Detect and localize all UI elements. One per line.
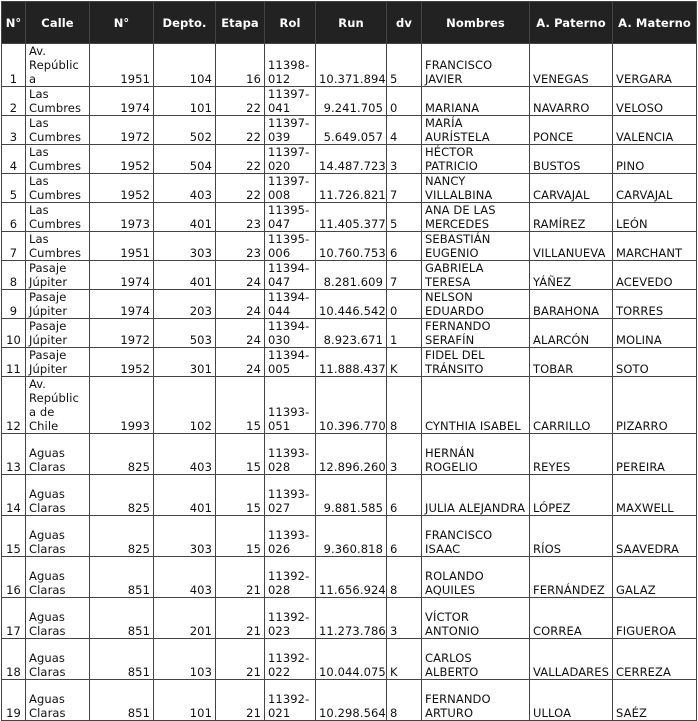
cell-amaterno: VERGARA: [613, 44, 697, 87]
cell-amaterno: VELOSO: [613, 87, 697, 116]
cell-nombres: NANCY VILLALBINA: [422, 174, 530, 203]
cell-n: 16: [2, 557, 26, 598]
cell-n: 12: [2, 377, 26, 434]
cell-calle: Aguas Claras: [26, 557, 90, 598]
cell-apaterno: BUSTOS: [530, 145, 613, 174]
cell-n: 17: [2, 598, 26, 639]
cell-run: 9.360.818: [316, 516, 387, 557]
table-row: [2, 145, 697, 174]
cell-n: 1: [2, 44, 26, 87]
cell-dv: 7: [387, 174, 422, 203]
cell-depto: 403: [154, 174, 216, 203]
cell-calle: Aguas Claras: [26, 598, 90, 639]
cell-apaterno: PONCE: [530, 116, 613, 145]
cell-amaterno: SOTO: [613, 348, 697, 377]
cell-depto: 502: [154, 116, 216, 145]
cell-rol: 11392-022: [265, 639, 316, 680]
cell-etapa: 24: [216, 319, 265, 348]
cell-numero: 1972: [90, 319, 154, 348]
cell-n: 18: [2, 639, 26, 680]
cell-etapa: 21: [216, 639, 265, 680]
cell-n: 4: [2, 145, 26, 174]
cell-numero: 1973: [90, 203, 154, 232]
cell-dv: 3: [387, 434, 422, 475]
col-header-run: Run: [316, 2, 387, 44]
cell-nombres: HÉCTOR PATRICIO: [422, 145, 530, 174]
cell-amaterno: PINO: [613, 145, 697, 174]
cell-apaterno: VALLADARES: [530, 639, 613, 680]
cell-depto: 403: [154, 434, 216, 475]
cell-numero: 825: [90, 434, 154, 475]
header-row: [2, 2, 697, 44]
cell-apaterno: YÁÑEZ: [530, 261, 613, 290]
cell-amaterno: TORRES: [613, 290, 697, 319]
cell-numero: 1974: [90, 261, 154, 290]
cell-depto: 504: [154, 145, 216, 174]
cell-n: 15: [2, 516, 26, 557]
cell-apaterno: RÍOS: [530, 516, 613, 557]
cell-apaterno: BARAHONA: [530, 290, 613, 319]
cell-calle: Las Cumbres: [26, 145, 90, 174]
cell-dv: 7: [387, 261, 422, 290]
table-row: [2, 377, 697, 434]
cell-depto: 201: [154, 598, 216, 639]
cell-calle: Av. República de Chile: [26, 377, 90, 434]
cell-n: 7: [2, 232, 26, 261]
table-row: [2, 319, 697, 348]
cell-apaterno: REYES: [530, 434, 613, 475]
cell-numero: 851: [90, 557, 154, 598]
cell-dv: 4: [387, 116, 422, 145]
cell-amaterno: PIZARRO: [613, 377, 697, 434]
cell-depto: 103: [154, 639, 216, 680]
cell-depto: 104: [154, 44, 216, 87]
table-row: [2, 290, 697, 319]
cell-etapa: 21: [216, 680, 265, 721]
cell-dv: K: [387, 348, 422, 377]
cell-rol: 11393-027: [265, 475, 316, 516]
cell-dv: 8: [387, 557, 422, 598]
cell-run: 10.396.770: [316, 377, 387, 434]
col-header-calle: Calle: [26, 2, 90, 44]
cell-etapa: 22: [216, 116, 265, 145]
cell-depto: 403: [154, 557, 216, 598]
cell-apaterno: LÓPEZ: [530, 475, 613, 516]
cell-run: 11.888.437: [316, 348, 387, 377]
cell-etapa: 15: [216, 434, 265, 475]
cell-dv: 5: [387, 203, 422, 232]
cell-dv: 0: [387, 290, 422, 319]
cell-apaterno: CARVAJAL: [530, 174, 613, 203]
cell-calle: Pasaje Júpiter: [26, 261, 90, 290]
cell-rol: 11395-006: [265, 232, 316, 261]
cell-nombres: CYNTHIA ISABEL: [422, 377, 530, 434]
cell-dv: 6: [387, 516, 422, 557]
col-header-dv: dv: [387, 2, 422, 44]
table-row: [2, 598, 697, 639]
cell-rol: 11394-047: [265, 261, 316, 290]
cell-depto: 401: [154, 475, 216, 516]
table-row: [2, 557, 697, 598]
cell-n: 10: [2, 319, 26, 348]
cell-dv: 3: [387, 598, 422, 639]
cell-amaterno: VALENCIA: [613, 116, 697, 145]
cell-calle: Las Cumbres: [26, 232, 90, 261]
cell-numero: 1974: [90, 290, 154, 319]
cell-run: 10.446.542: [316, 290, 387, 319]
col-header-nombres: Nombres: [422, 2, 530, 44]
cell-numero: 851: [90, 639, 154, 680]
cell-run: 12.896.260: [316, 434, 387, 475]
cell-amaterno: MARCHANT: [613, 232, 697, 261]
cell-numero: 1952: [90, 145, 154, 174]
cell-dv: K: [387, 639, 422, 680]
cell-numero: 1952: [90, 348, 154, 377]
cell-depto: 303: [154, 232, 216, 261]
col-header-rol: Rol: [265, 2, 316, 44]
cell-nombres: FERNANDO SERAFÍN: [422, 319, 530, 348]
cell-n: 2: [2, 87, 26, 116]
cell-nombres: GABRIELA TERESA: [422, 261, 530, 290]
cell-nombres: CARLOS ALBERTO: [422, 639, 530, 680]
cell-n: 14: [2, 475, 26, 516]
cell-amaterno: MAXWELL: [613, 475, 697, 516]
table-row: [2, 434, 697, 475]
cell-nombres: ROLANDO AQUILES: [422, 557, 530, 598]
cell-etapa: 15: [216, 377, 265, 434]
cell-nombres: VÍCTOR ANTONIO: [422, 598, 530, 639]
cell-nombres: SEBASTIÁN EUGENIO: [422, 232, 530, 261]
cell-run: 14.487.723: [316, 145, 387, 174]
cell-etapa: 22: [216, 87, 265, 116]
cell-etapa: 24: [216, 348, 265, 377]
cell-run: 5.649.057: [316, 116, 387, 145]
cell-numero: 1951: [90, 44, 154, 87]
col-header-apaterno: A. Paterno: [530, 2, 613, 44]
cell-apaterno: FERNÁNDEZ: [530, 557, 613, 598]
cell-etapa: 16: [216, 44, 265, 87]
cell-etapa: 23: [216, 232, 265, 261]
cell-run: 10.298.564: [316, 680, 387, 721]
cell-run: 9.881.585: [316, 475, 387, 516]
cell-apaterno: NAVARRO: [530, 87, 613, 116]
cell-etapa: 21: [216, 557, 265, 598]
cell-run: 10.760.753: [316, 232, 387, 261]
table-row: [2, 174, 697, 203]
cell-calle: Aguas Claras: [26, 434, 90, 475]
cell-etapa: 24: [216, 261, 265, 290]
table-body: [2, 44, 697, 721]
registry-table: [1, 1, 697, 721]
cell-apaterno: CORREA: [530, 598, 613, 639]
cell-depto: 203: [154, 290, 216, 319]
cell-etapa: 15: [216, 516, 265, 557]
cell-n: 3: [2, 116, 26, 145]
cell-dv: 6: [387, 475, 422, 516]
cell-nombres: HERNÁN ROGELIO: [422, 434, 530, 475]
cell-calle: Las Cumbres: [26, 116, 90, 145]
cell-amaterno: CARVAJAL: [613, 174, 697, 203]
cell-apaterno: ULLOA: [530, 680, 613, 721]
cell-n: 6: [2, 203, 26, 232]
cell-numero: 1972: [90, 116, 154, 145]
cell-run: 9.241.705: [316, 87, 387, 116]
cell-apaterno: TOBAR: [530, 348, 613, 377]
cell-depto: 101: [154, 87, 216, 116]
cell-calle: Pasaje Júpiter: [26, 348, 90, 377]
cell-rol: 11395-047: [265, 203, 316, 232]
cell-run: 8.281.609: [316, 261, 387, 290]
cell-etapa: 15: [216, 475, 265, 516]
cell-etapa: 23: [216, 203, 265, 232]
cell-apaterno: CARRILLO: [530, 377, 613, 434]
cell-amaterno: FIGUEROA: [613, 598, 697, 639]
cell-amaterno: GALAZ: [613, 557, 697, 598]
cell-run: 11.656.924: [316, 557, 387, 598]
cell-numero: 851: [90, 598, 154, 639]
cell-calle: Pasaje Júpiter: [26, 290, 90, 319]
cell-rol: 11394-044: [265, 290, 316, 319]
cell-nombres: FIDEL DEL TRÁNSITO: [422, 348, 530, 377]
cell-rol: 11393-028: [265, 434, 316, 475]
cell-calle: Av. República: [26, 44, 90, 87]
cell-calle: Aguas Claras: [26, 475, 90, 516]
cell-rol: 11394-005: [265, 348, 316, 377]
col-header-n: N°: [2, 2, 26, 44]
cell-n: 5: [2, 174, 26, 203]
table-row: [2, 348, 697, 377]
cell-n: 9: [2, 290, 26, 319]
cell-rol: 11393-051: [265, 377, 316, 434]
cell-calle: Las Cumbres: [26, 87, 90, 116]
cell-run: 8.923.671: [316, 319, 387, 348]
cell-rol: 11393-026: [265, 516, 316, 557]
cell-calle: Pasaje Júpiter: [26, 319, 90, 348]
cell-nombres: FRANCISCO JAVIER: [422, 44, 530, 87]
cell-depto: 101: [154, 680, 216, 721]
table-row: [2, 516, 697, 557]
table-row: [2, 680, 697, 721]
cell-rol: 11394-030: [265, 319, 316, 348]
cell-nombres: FERNANDO ARTURO: [422, 680, 530, 721]
cell-rol: 11397-008: [265, 174, 316, 203]
cell-rol: 11397-041: [265, 87, 316, 116]
cell-numero: 825: [90, 516, 154, 557]
cell-numero: 1974: [90, 87, 154, 116]
cell-calle: Aguas Claras: [26, 516, 90, 557]
table-row: [2, 261, 697, 290]
cell-depto: 301: [154, 348, 216, 377]
cell-run: 11.726.821: [316, 174, 387, 203]
cell-rol: 11392-028: [265, 557, 316, 598]
table-row: [2, 87, 697, 116]
cell-calle: Aguas Claras: [26, 680, 90, 721]
cell-rol: 11392-021: [265, 680, 316, 721]
cell-n: 8: [2, 261, 26, 290]
cell-calle: Las Cumbres: [26, 203, 90, 232]
cell-numero: 851: [90, 680, 154, 721]
cell-dv: 8: [387, 377, 422, 434]
cell-n: 11: [2, 348, 26, 377]
cell-dv: 1: [387, 319, 422, 348]
cell-rol: 11398-012: [265, 44, 316, 87]
cell-nombres: FRANCISCO ISAAC: [422, 516, 530, 557]
cell-run: 11.273.786: [316, 598, 387, 639]
cell-n: 19: [2, 680, 26, 721]
cell-amaterno: PEREIRA: [613, 434, 697, 475]
cell-rol: 11392-023: [265, 598, 316, 639]
cell-nombres: NELSON EDUARDO: [422, 290, 530, 319]
cell-nombres: MARÍA AURÍSTELA: [422, 116, 530, 145]
cell-etapa: 22: [216, 145, 265, 174]
cell-numero: 1993: [90, 377, 154, 434]
cell-run: 10.371.894: [316, 44, 387, 87]
table-row: [2, 203, 697, 232]
cell-amaterno: MOLINA: [613, 319, 697, 348]
col-header-etapa: Etapa: [216, 2, 265, 44]
table-row: [2, 116, 697, 145]
cell-nombres: JULIA ALEJANDRA: [422, 475, 530, 516]
cell-dv: 0: [387, 87, 422, 116]
cell-numero: 1952: [90, 174, 154, 203]
col-header-depto: Depto.: [154, 2, 216, 44]
cell-nombres: ANA DE LAS MERCEDES: [422, 203, 530, 232]
cell-dv: 6: [387, 232, 422, 261]
cell-etapa: 21: [216, 598, 265, 639]
cell-numero: 1951: [90, 232, 154, 261]
cell-rol: 11397-039: [265, 116, 316, 145]
cell-numero: 825: [90, 475, 154, 516]
cell-amaterno: SAAVEDRA: [613, 516, 697, 557]
table-row: [2, 639, 697, 680]
cell-rol: 11397-020: [265, 145, 316, 174]
cell-depto: 401: [154, 261, 216, 290]
cell-dv: 3: [387, 145, 422, 174]
table-row: [2, 232, 697, 261]
cell-apaterno: VENEGAS: [530, 44, 613, 87]
cell-n: 13: [2, 434, 26, 475]
cell-run: 10.044.075: [316, 639, 387, 680]
cell-dv: 5: [387, 44, 422, 87]
col-header-numero: N°: [90, 2, 154, 44]
cell-depto: 102: [154, 377, 216, 434]
cell-amaterno: ACEVEDO: [613, 261, 697, 290]
table-row: [2, 44, 697, 87]
cell-calle: Aguas Claras: [26, 639, 90, 680]
cell-apaterno: RAMÍREZ: [530, 203, 613, 232]
cell-dv: 8: [387, 680, 422, 721]
cell-amaterno: CERREZA: [613, 639, 697, 680]
cell-etapa: 22: [216, 174, 265, 203]
cell-depto: 401: [154, 203, 216, 232]
cell-run: 11.405.377: [316, 203, 387, 232]
cell-apaterno: ALARCÓN: [530, 319, 613, 348]
cell-etapa: 24: [216, 290, 265, 319]
cell-calle: Las Cumbres: [26, 174, 90, 203]
cell-amaterno: SAÉZ: [613, 680, 697, 721]
cell-apaterno: VILLANUEVA: [530, 232, 613, 261]
table-row: [2, 475, 697, 516]
col-header-amaterno: A. Materno: [613, 2, 697, 44]
cell-nombres: MARIANA: [422, 87, 530, 116]
cell-amaterno: LEÓN: [613, 203, 697, 232]
cell-depto: 303: [154, 516, 216, 557]
cell-depto: 503: [154, 319, 216, 348]
